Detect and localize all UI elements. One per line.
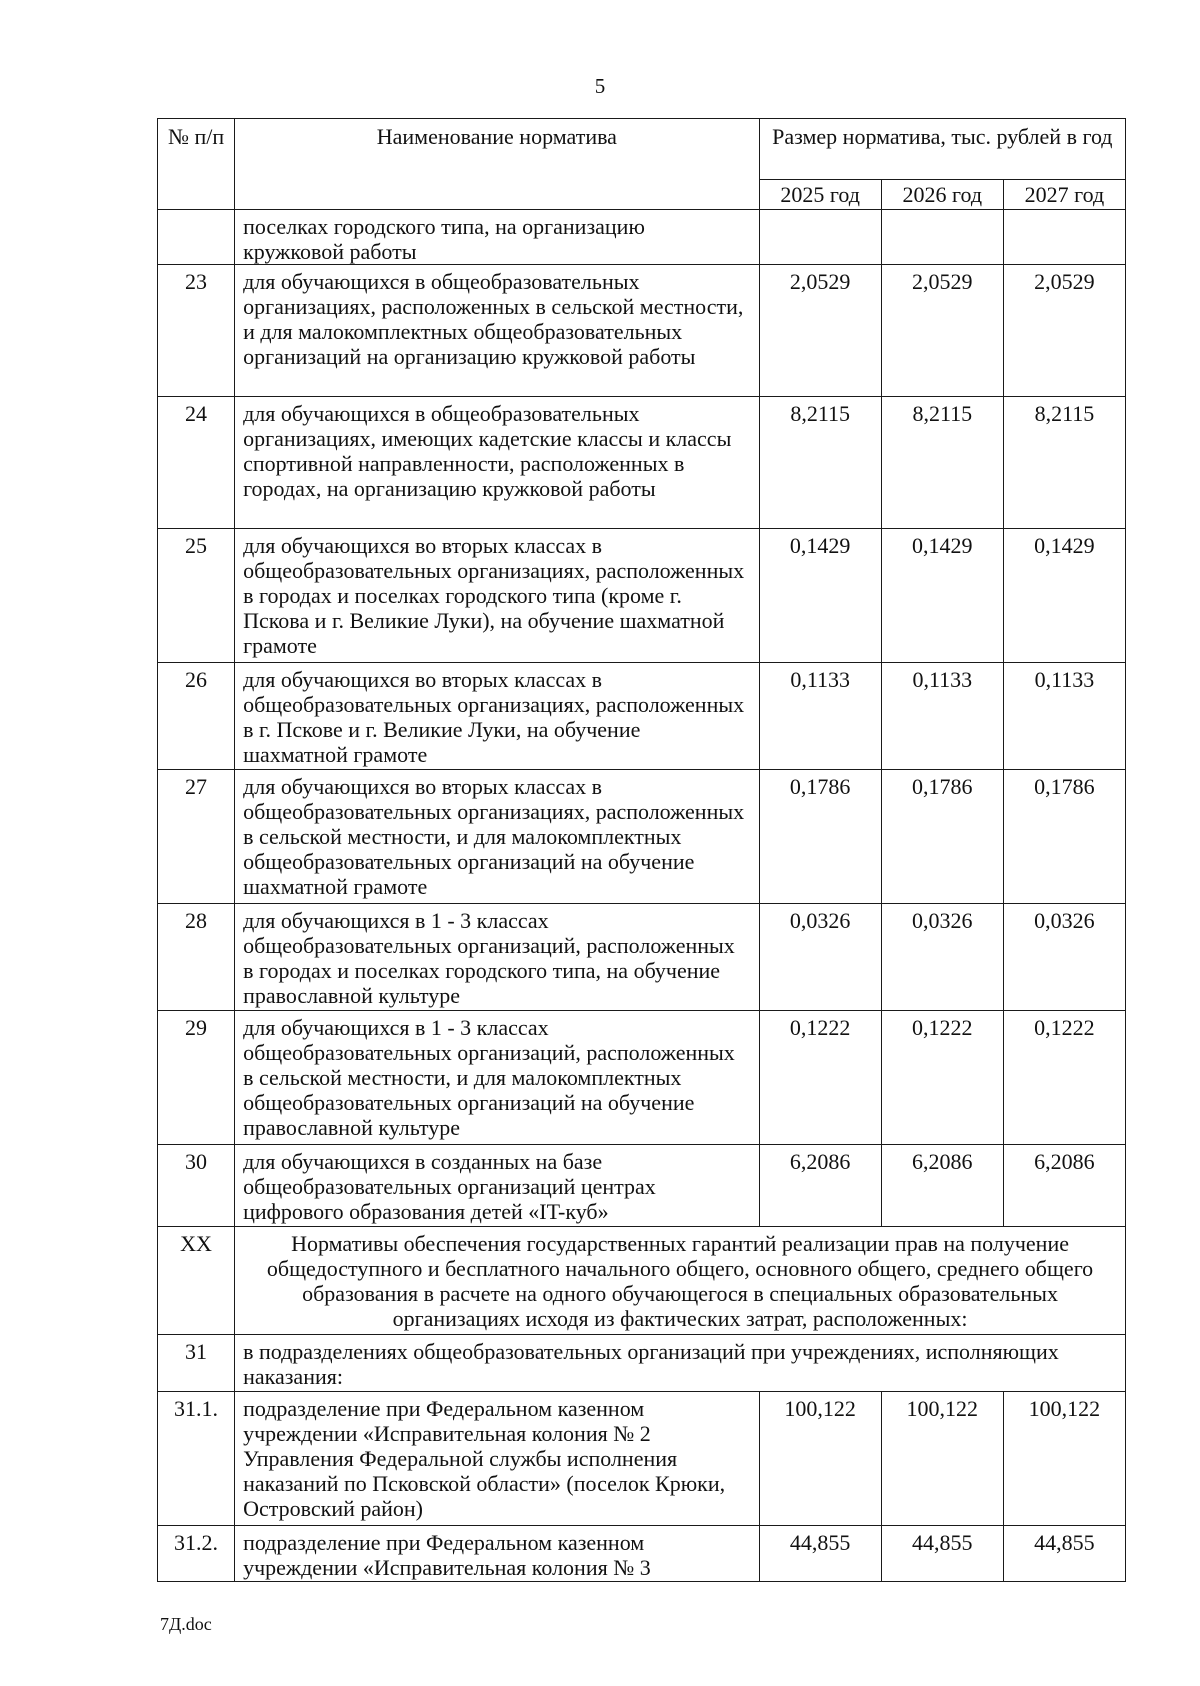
row-value-2027: 8,2115 [1003, 397, 1125, 529]
row-value [881, 210, 1003, 265]
row-name: подразделение при Федеральном казенном учреждении «Исправительная колония № 3 [235, 1526, 760, 1582]
row-value-2027: 44,855 [1003, 1526, 1125, 1582]
table-row [158, 1526, 1126, 1582]
row-value-2025: 0,1429 [759, 529, 881, 663]
row-value-2025: 0,1786 [759, 770, 881, 904]
row-value-2027: 0,0326 [1003, 904, 1125, 1011]
table-row-continued [158, 210, 1126, 265]
row-value-2026: 0,1429 [881, 529, 1003, 663]
header-year-2026: 2026 год [881, 180, 1003, 210]
row-value-2026: 0,1133 [881, 663, 1003, 770]
row-value-2027: 6,2086 [1003, 1145, 1125, 1227]
row-name: для обучающихся во вторых классах в общеобразовательных организациях, расположенных в городах и поселках городского типа (кроме г. Пскова и г. Великие Луки), на обучение шахматной грамоте [235, 529, 760, 663]
row-num: 30 [158, 1145, 235, 1227]
header-size: Размер норматива, тыс. рублей в год [759, 119, 1125, 180]
row-name: для обучающихся в общеобразовательных организациях, имеющих кадетские классы и классы спортивной направленности, расположенных в городах, на организацию кружковой работы [235, 397, 760, 529]
row-value-2025: 44,855 [759, 1526, 881, 1582]
row-num: 31.2. [158, 1526, 235, 1582]
table-row [158, 265, 1126, 397]
header-num: № п/п [158, 119, 235, 210]
row-value-2026: 2,0529 [881, 265, 1003, 397]
row-value-2025: 0,0326 [759, 904, 881, 1011]
row-value-2025: 100,122 [759, 1392, 881, 1526]
row-value [759, 210, 881, 265]
row-value-2026: 100,122 [881, 1392, 1003, 1526]
table-row [158, 397, 1126, 529]
row-name: для обучающихся в общеобразовательных организациях, расположенных в сельской местности, и для малокомплектных общеобразовательных организаций на организацию кружковой работы [235, 265, 760, 397]
row-num: 31.1. [158, 1392, 235, 1526]
table-row [158, 1392, 1126, 1526]
row-num: 25 [158, 529, 235, 663]
row-value-2027: 0,1786 [1003, 770, 1125, 904]
section-num: XX [158, 1227, 235, 1335]
row-value-2026: 0,0326 [881, 904, 1003, 1011]
row-name: для обучающихся в 1 - 3 классах общеобразовательных организаций, расположенных в городах и поселках городского типа, на обучение православной культуре [235, 904, 760, 1011]
footer-filename: 7Д.doc [160, 1614, 212, 1634]
table-row [158, 1145, 1126, 1227]
section-row-xx [158, 1227, 1126, 1335]
row-value-2025: 2,0529 [759, 265, 881, 397]
row-value-2026: 8,2115 [881, 397, 1003, 529]
row-name: для обучающихся в 1 - 3 классах общеобразовательных организаций, расположенных в сельской местности, и для малокомплектных общеобразовательных организаций на обучение православной культуре [235, 1011, 760, 1145]
row-value-2025: 6,2086 [759, 1145, 881, 1227]
row-name: подразделение при Федеральном казенном учреждении «Исправительная колония № 2 Управления Федеральной службы исполнения наказаний по Псковской области» (поселок Крюки, Островский район) [235, 1392, 760, 1526]
page-number: 5 [594, 74, 606, 98]
row-value-2026: 0,1786 [881, 770, 1003, 904]
row-value-2026: 0,1222 [881, 1011, 1003, 1145]
section-title: Нормативы обеспечения государственных гарантий реализации прав на получение общедоступного и бесплатного начального общего, основного общего, среднего общего образования в расчете на одного обучающегося в специальных образовательных организациях исходя из фактических затрат, расположенных: [235, 1227, 1126, 1335]
row-name: для обучающихся во вторых классах в общеобразовательных организациях, расположенных в сельской местности, и для малокомплектных общеобразовательных организаций на обучение шахматной грамоте [235, 770, 760, 904]
row-value-2026: 6,2086 [881, 1145, 1003, 1227]
row-value-2027: 0,1222 [1003, 1011, 1125, 1145]
row-num: 27 [158, 770, 235, 904]
table-row [158, 904, 1126, 1011]
row-num: 24 [158, 397, 235, 529]
table-header-row [158, 119, 1126, 180]
row-num: 29 [158, 1011, 235, 1145]
row-value [1003, 210, 1125, 265]
header-year-2025: 2025 год [759, 180, 881, 210]
row-value-2025: 8,2115 [759, 397, 881, 529]
row-value-2025: 0,1133 [759, 663, 881, 770]
row-name: поселках городского типа, на организацию кружковой работы [235, 210, 760, 265]
row-name: для обучающихся в созданных на базе общеобразовательных организаций центрах цифрового образования детей «IT-куб» [235, 1145, 760, 1227]
table-row-31 [158, 1335, 1126, 1392]
row-value-2027: 100,122 [1003, 1392, 1125, 1526]
table-row [158, 1011, 1126, 1145]
row-value-2027: 2,0529 [1003, 265, 1125, 397]
table-row [158, 663, 1126, 770]
header-name: Наименование норматива [235, 119, 760, 210]
row-value-2027: 0,1133 [1003, 663, 1125, 770]
row-value-2026: 44,855 [881, 1526, 1003, 1582]
row-num: 28 [158, 904, 235, 1011]
table-row [158, 529, 1126, 663]
row-num: 23 [158, 265, 235, 397]
row-num: 31 [158, 1335, 235, 1392]
row-value-2025: 0,1222 [759, 1011, 881, 1145]
header-year-2027: 2027 год [1003, 180, 1125, 210]
row-num [158, 210, 235, 265]
normatives-table [157, 118, 1126, 1582]
row-name: в подразделениях общеобразовательных организаций при учреждениях, исполняющих наказания: [235, 1335, 1126, 1392]
row-num: 26 [158, 663, 235, 770]
row-name: для обучающихся во вторых классах в общеобразовательных организациях, расположенных в г. Пскове и г. Великие Луки, на обучение шахматной грамоте [235, 663, 760, 770]
row-value-2027: 0,1429 [1003, 529, 1125, 663]
table-row [158, 770, 1126, 904]
